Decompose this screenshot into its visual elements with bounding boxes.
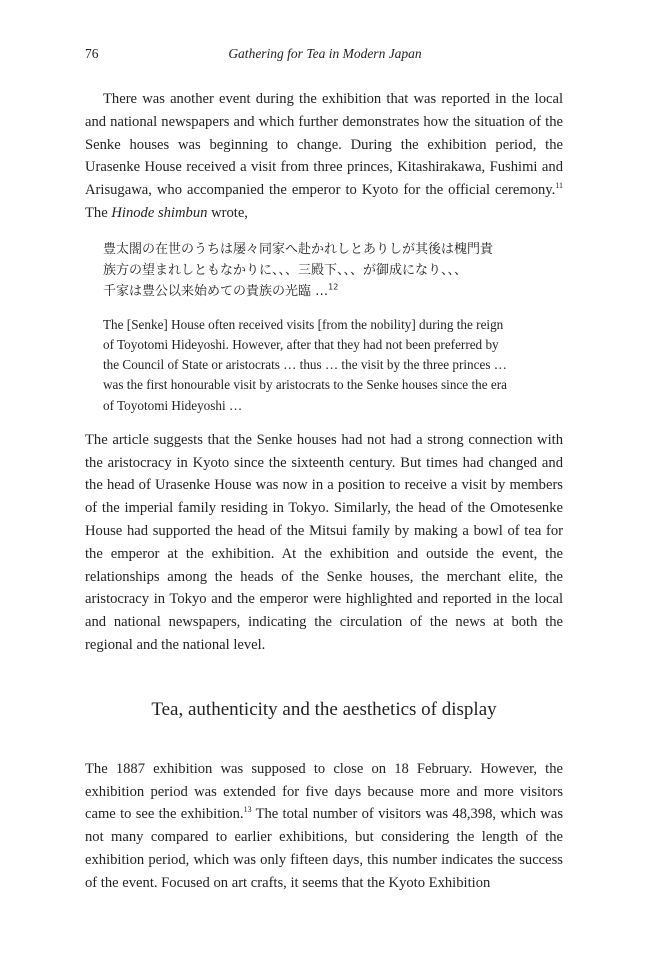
blockquote-line: was the first honourable visit by aristocrats to the Senke houses since the era [103,377,507,393]
paragraph-1 [85,88,563,225]
paragraph-2: The article suggests that the Senke houses had not had a strong connection with the aristocracy in Kyoto since the sixteenth century. But times had changed and the head of Urasenke House was now in a position to receive a visit by members of the imperial family residing in Tokyo. Similarly, the head of the Omotesenke House had supported the head of the Mitsui family by making a bowl of tea for the emperor at the exhibition. At the exhibition and outside the event, the relationships among the heads of the Senke houses, the merchant elite, the aristocracy in Tokyo and the emperor were highlighted and reported in the local and national newspapers, indicating the circulation of the news at both the regional and the national level. [85,431,563,653]
blockquote-line: The [Senke] House often received visits [from the nobility] during the reign [103,316,504,332]
newspaper-title: Hinode shimbun [111,204,208,221]
paragraph-1-tail: The [85,204,112,221]
footnote-ref-13[interactable]: 13 [243,805,252,815]
japanese-quote-line: 豊太閤の在世のうちは屡々同家へ赴かれしとありしが其後は槐門貴 [103,241,494,257]
blockquote-line: the Council of State or aristocrats … thus … the visit by the three princes … [103,357,507,373]
running-header [85,46,565,66]
footnote-ref-11[interactable]: 11 [555,181,563,191]
blockquote-line: of Toyotomi Hideyoshi. However, after that they had not been preferred by [103,336,499,352]
paragraph-3-text: The 1887 exhibition was supposed to close on 18 February. However, the exhibition period was extended for five days because more and more visitors came to see the exhibition. [85,760,563,823]
paragraph-3-tail: The total number of visitors was 48,398, which was not many compared to earlier exhibitions, but considering the length of the exhibition period, which was only fifteen days, this number indicates the success of the event. Focused on art crafts, it seems that the Kyoto Exhibition [85,806,564,891]
translation-blockquote [103,315,563,416]
footnote-ref-12[interactable]: 12 [328,282,339,292]
page-number: 76 [85,46,99,61]
japanese-quote-line [103,281,563,302]
running-title: Gathering for Tea in Modern Japan [228,46,422,61]
japanese-quote-line-text: 千家は豊公以来始めての貴族の光臨 … [103,283,329,299]
paragraph-3 [85,758,563,895]
japanese-quote [103,239,563,302]
page-content [85,88,563,895]
japanese-quote-line: 族方の望まれしともなかりに、、、三殿下、、、が御成になり、、、 [103,262,468,278]
paragraph-1-end: wrote, [207,204,248,221]
section-heading: Tea, authenticity and the aesthetics of display [151,698,497,720]
blockquote-line: of Toyotomi Hideyoshi … [103,397,243,413]
paragraph-1-text: There was another event during the exhibition that was reported in the local and national newspapers and which further demonstrates how the situation of the Senke houses was beginning to change. During the exhibition period, the Urasenke House received a visit from three princes, Kitashirakawa, Fushimi and Arisugawa, who accompanied the emperor to Kyoto for the official ceremony. [85,91,563,199]
